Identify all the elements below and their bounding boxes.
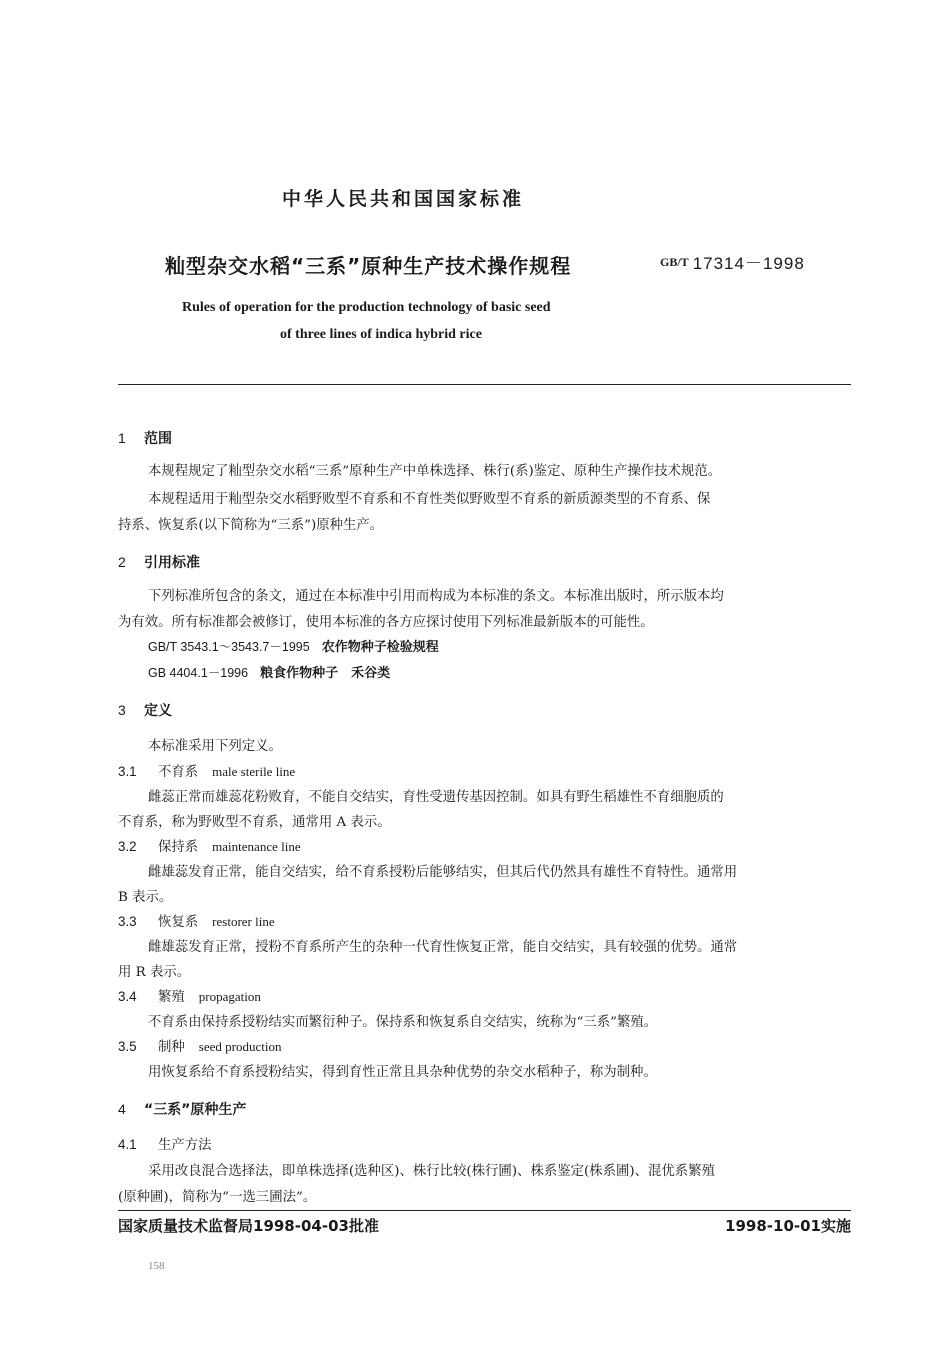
paragraph: 本规程适用于籼型杂交水稻野败型不育系和不育性类似野败型不育系的新质源类型的不育系、保 [148, 492, 711, 507]
definition-3-1 [118, 761, 295, 780]
section-4-heading [118, 1099, 246, 1119]
definition-3-5 [118, 1036, 281, 1055]
national-standard-heading: 中华人民共和国国家标准 [281, 188, 524, 210]
paragraph: 本标准采用下列定义。 [148, 739, 282, 754]
clause-number: 4.1 [118, 1137, 137, 1152]
clause-number: 3.1 [118, 764, 137, 779]
section-2-heading [118, 552, 200, 572]
section-title: 定义 [144, 703, 172, 719]
standard-code: 17314－1998 [692, 254, 805, 273]
paragraph: 下列标准所包含的条文，通过在本标准中引用而构成为本标准的条文。本标准出版时，所示版本均 [148, 589, 724, 604]
term-english: maintenance line [212, 839, 301, 854]
section-number: 2 [118, 554, 126, 570]
paragraph-continuation: 持系、恢复系(以下简称为“三系”)原种生产。 [118, 518, 384, 533]
paragraph-continuation: 不育系，称为野败型不育系，通常用 A 表示。 [118, 815, 391, 830]
reference-name: 农作物种子检验规程 [321, 640, 439, 655]
effective-date: 1998-10-01实施 [725, 1217, 851, 1235]
approval-date: 国家质量技术监督局1998-04-03批准 [118, 1217, 379, 1235]
section-3-heading [118, 700, 172, 720]
standard-prefix: GB/T [660, 255, 689, 269]
term: 生产方法 [158, 1138, 212, 1153]
reference-item [148, 662, 390, 681]
document-title: 籼型杂交水稻“三系”原种生产技术操作规程 [165, 254, 572, 278]
header-divider [118, 384, 851, 385]
term-english: propagation [198, 989, 261, 1004]
reference-code: GB 4404.1－1996 [148, 666, 249, 680]
paragraph: 不育系由保持系授粉结实而繁衍种子。保持系和恢复系自交结实，统称为“三系”繁殖。 [148, 1015, 658, 1030]
section-title: “三系”原种生产 [144, 1102, 247, 1118]
page-number: 158 [148, 1260, 165, 1272]
paragraph-continuation: 为有效。所有标准都会被修订，使用本标准的各方应探讨使用下列标准最新版本的可能性。 [118, 615, 654, 630]
standard-number [660, 249, 805, 274]
term-english: restorer line [212, 914, 275, 929]
paragraph-continuation: (原种圃)，简称为“一选三圃法”。 [118, 1190, 317, 1205]
term: 不育系 [158, 765, 199, 780]
reference-name: 粮食作物种子 禾谷类 [260, 666, 391, 681]
section-title: 引用标准 [144, 555, 200, 571]
paragraph: 雌蕊正常而雄蕊花粉败育，不能自交结实，育性受遗传基因控制。如具有野生稻雄性不育细胞质的 [148, 790, 724, 805]
definition-3-3 [118, 911, 275, 930]
paragraph: 用恢复系给不育系授粉结实，得到育性正常且具杂种优势的杂交水稻种子，称为制种。 [148, 1065, 657, 1080]
clause-number: 3.4 [118, 989, 137, 1004]
section-number: 3 [118, 702, 126, 718]
section-title: 范围 [144, 431, 172, 447]
term: 保持系 [158, 840, 199, 855]
definition-3-4 [118, 986, 261, 1005]
paragraph: 雌雄蕊发育正常，能自交结实，给不育系授粉后能够结实，但其后代仍然具有雄性不育特性。通常用 [148, 865, 738, 880]
english-title-line-2: of three lines of indica hybrid rice [280, 327, 482, 342]
subclause-4-1 [118, 1134, 212, 1153]
term-english: seed production [198, 1039, 282, 1054]
section-1-heading [118, 428, 172, 448]
reference-item [148, 636, 439, 655]
definition-3-2 [118, 836, 301, 855]
clause-number: 3.5 [118, 1039, 137, 1054]
term-english: male sterile line [212, 764, 296, 779]
paragraph: 采用改良混合选择法，即单株选择(选种区)、株行比较(株行圃)、株系鉴定(株系圃)、混优系繁殖 [148, 1164, 715, 1179]
paragraph: 本规程规定了籼型杂交水稻“三系”原种生产中单株选择、株行(系)鉴定、原种生产操作技术规范。 [148, 464, 722, 479]
paragraph: 雌雄蕊发育正常，授粉不育系所产生的杂种一代育性恢复正常，能自交结实，具有较强的优势。通常 [148, 940, 738, 955]
term: 繁殖 [158, 990, 185, 1005]
english-title-line-1: Rules of operation for the production technology of basic seed [182, 300, 551, 315]
clause-number: 3.3 [118, 914, 137, 929]
term: 恢复系 [158, 915, 199, 930]
section-number: 4 [118, 1101, 126, 1117]
term: 制种 [158, 1040, 185, 1055]
clause-number: 3.2 [118, 839, 137, 854]
paragraph-continuation: B 表示。 [118, 890, 173, 905]
section-number: 1 [118, 430, 126, 446]
reference-code: GB/T 3543.1～3543.7－1995 [148, 640, 310, 654]
paragraph-continuation: 用 R 表示。 [118, 965, 191, 980]
footer-divider [118, 1210, 851, 1211]
